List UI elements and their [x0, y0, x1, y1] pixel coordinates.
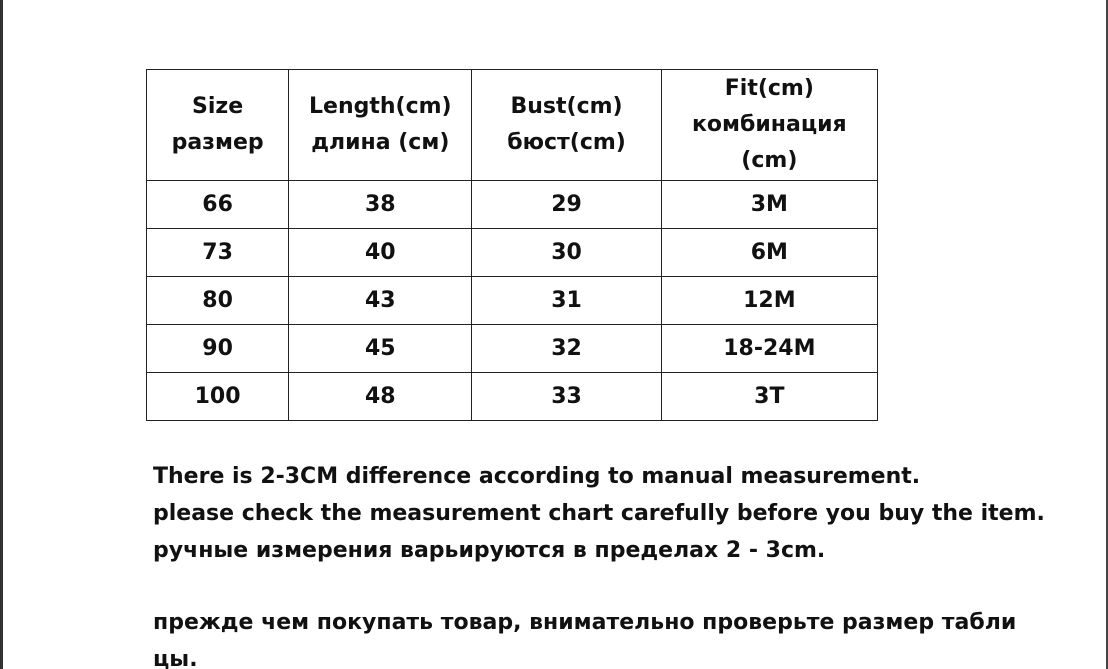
- cell-length: 43: [289, 277, 472, 325]
- header-bust-en: Bust(cm): [510, 94, 623, 119]
- header-bust-ru: бюст(cm): [507, 130, 626, 155]
- cell-length: 40: [289, 229, 472, 277]
- table-row: [147, 373, 878, 421]
- header-fit: [661, 70, 877, 181]
- table-row: [147, 181, 878, 229]
- measurement-notes: [153, 458, 1053, 669]
- header-bust: [472, 70, 661, 181]
- header-length-ru: длина (см): [311, 130, 450, 155]
- cell-length: 45: [289, 325, 472, 373]
- cell-bust: 32: [472, 325, 661, 373]
- table-row: [147, 325, 878, 373]
- left-border: [0, 0, 3, 669]
- header-size-en: Size: [192, 94, 244, 119]
- table-row: [147, 277, 878, 325]
- cell-fit: 6M: [661, 229, 877, 277]
- cell-fit: 3M: [661, 181, 877, 229]
- header-fit-en: Fit(cm): [724, 76, 814, 101]
- header-size: [147, 70, 289, 181]
- note-ru-check-b: цы.: [153, 647, 198, 669]
- cell-bust: 33: [472, 373, 661, 421]
- note-spacer: [153, 569, 1053, 604]
- cell-size: 73: [147, 229, 289, 277]
- cell-length: 38: [289, 181, 472, 229]
- cell-size: 66: [147, 181, 289, 229]
- cell-bust: 31: [472, 277, 661, 325]
- header-fit-unit: (cm): [741, 148, 798, 173]
- header-length-en: Length(cm): [309, 94, 452, 119]
- cell-bust: 29: [472, 181, 661, 229]
- cell-fit: 3T: [661, 373, 877, 421]
- note-check-chart: please check the measurement chart carefully before you buy the item.: [153, 501, 1045, 526]
- header-row: [147, 70, 878, 181]
- note-ru-measurement: ручные измерения варьируются в пределах 2 - 3cm.: [153, 538, 826, 563]
- header-fit-ru: комбинация: [691, 112, 847, 137]
- cell-bust: 30: [472, 229, 661, 277]
- size-chart-table: [146, 69, 878, 421]
- cell-size: 90: [147, 325, 289, 373]
- table-row: [147, 229, 878, 277]
- cell-size: 100: [147, 373, 289, 421]
- header-size-ru: размер: [171, 130, 264, 155]
- cell-size: 80: [147, 277, 289, 325]
- note-difference: There is 2-3CM difference according to manual measurement.: [153, 464, 921, 489]
- header-length: [289, 70, 472, 181]
- cell-fit: 12M: [661, 277, 877, 325]
- cell-length: 48: [289, 373, 472, 421]
- cell-fit: 18-24M: [661, 325, 877, 373]
- note-ru-check-a: прежде чем покупать товар, внимательно проверьте размер табли: [153, 610, 1017, 635]
